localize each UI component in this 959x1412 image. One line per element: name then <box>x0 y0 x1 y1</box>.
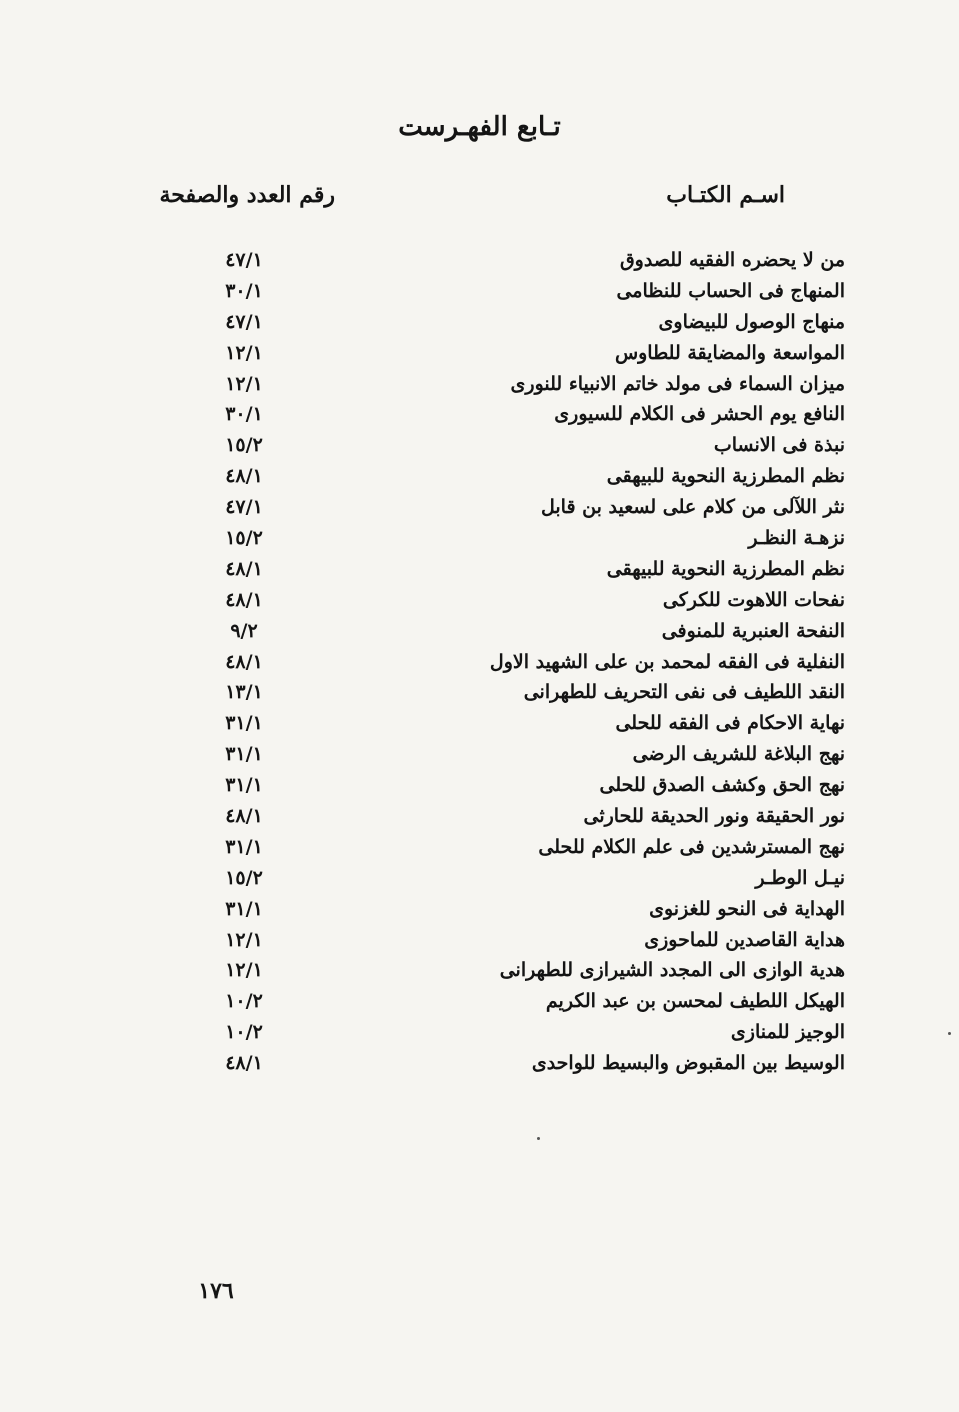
index-entry <box>150 833 845 864</box>
index-list <box>150 246 845 1080</box>
index-entry <box>150 1049 845 1080</box>
entry-ref: ٣١/١ <box>225 897 263 920</box>
book-name-header: اسـم الكتـاب <box>666 182 785 208</box>
entry-title: نبذة فى الانساب <box>713 434 845 457</box>
entry-title: من لا يحضره الفقيه للصدوق <box>619 249 845 271</box>
index-entry <box>150 493 845 524</box>
entry-title: نهج المسترشدين فى علم الكلام للحلى <box>538 835 845 858</box>
entry-ref: ٤٨/١ <box>225 1052 263 1075</box>
entry-title: نظم المطرزية النحوية للبيهقى <box>606 465 845 488</box>
entry-title: الوسيط بين المقبوض والبسيط للواحدى <box>531 1052 845 1075</box>
entry-ref: ٤٨/١ <box>225 588 263 611</box>
index-entry <box>150 462 845 493</box>
entry-ref: ٤٧/١ <box>225 496 263 519</box>
entry-ref: ١٢/١ <box>225 959 263 982</box>
index-entry <box>150 895 845 926</box>
index-entry <box>150 339 845 370</box>
index-entry <box>150 864 845 895</box>
entry-title: نزهـة النظـر <box>748 527 845 550</box>
index-entry <box>150 740 845 771</box>
entry-title: الوجيز للمنازى <box>730 1021 845 1044</box>
entry-ref: ١٠/٢ <box>225 1021 263 1044</box>
entry-ref: ١٥/٢ <box>225 434 263 457</box>
entry-ref: ١٢/١ <box>225 372 263 395</box>
entry-ref: ١٥/٢ <box>225 866 263 889</box>
entry-ref: ٣٠/١ <box>225 403 263 426</box>
index-entry <box>150 524 845 555</box>
entry-ref: ١٣/١ <box>225 681 263 704</box>
entry-title: النفحة العنبرية للمنوفى <box>661 619 845 642</box>
entry-ref: ٤٧/١ <box>225 249 263 271</box>
scan-speck <box>537 1137 540 1140</box>
entry-ref: ٤٨/١ <box>225 650 263 673</box>
entry-ref: ٩/٢ <box>230 619 258 642</box>
entry-title: نظم المطرزية النحوية للبيهقى <box>606 557 845 580</box>
entry-ref: ١٥/٢ <box>225 527 263 550</box>
entry-title: النقد اللطيف فى نفى التحريف للطهرانى <box>523 681 845 704</box>
index-entry <box>150 431 845 462</box>
page-number: ١٧٦ <box>198 1278 234 1304</box>
entry-title: نثر اللآلى من كلام على لسعيد بن قابل <box>541 496 845 519</box>
index-entry <box>150 555 845 586</box>
index-entry <box>150 802 845 833</box>
entry-ref: ١٢/١ <box>225 341 263 364</box>
index-entry <box>150 648 845 679</box>
entry-title: نهج البلاغة للشريف الرضى <box>632 743 845 766</box>
entry-ref: ٣٠/١ <box>225 279 263 302</box>
entry-ref: ٤٧/١ <box>225 310 263 333</box>
entry-title: المنهاج فى الحساب للنظامى <box>616 279 845 302</box>
page-title: تـابع الفهـرست <box>398 112 561 142</box>
entry-title: النفلية فى الفقه لمحمد بن على الشهيد الاول <box>489 650 845 673</box>
entry-title: نهاية الاحكام فى الفقه للحلى <box>615 712 845 735</box>
scan-speck <box>948 1032 951 1035</box>
index-entry <box>150 617 845 648</box>
entry-title: ميزان السماء فى مولد خاتم الانبياء للنورى <box>510 372 845 395</box>
entry-ref: ٣١/١ <box>225 835 263 858</box>
entry-ref: ١٠/٢ <box>225 990 263 1013</box>
index-entry <box>150 926 845 957</box>
entry-title: نهج الحق وكشف الصدق للحلى <box>599 774 845 797</box>
entry-ref: ٣١/١ <box>225 774 263 797</box>
index-entry <box>150 678 845 709</box>
entry-ref: ٤٨/١ <box>225 805 263 828</box>
index-entry <box>150 370 845 401</box>
index-entry <box>150 987 845 1018</box>
issue-page-header: رقم العدد والصفحة <box>159 182 335 208</box>
entry-title: نور الحقيقة ونور الحديقة للحارثى <box>583 805 845 828</box>
index-entry <box>150 400 845 431</box>
index-entry <box>150 709 845 740</box>
entry-ref: ١٢/١ <box>225 928 263 951</box>
entry-title: الهيكل اللطيف لمحسن بن عبد الكريم <box>545 990 845 1013</box>
entry-title: منهاج الوصول للبيضاوى <box>658 310 845 333</box>
entry-title: هداية القاصدين للماحوزى <box>644 928 845 951</box>
index-entry <box>150 956 845 987</box>
entry-title: نيـل الوطـر <box>755 866 845 889</box>
entry-title: الهداية فى النحو للغزنوى <box>649 897 845 920</box>
entry-title: المواسعة والمضايقة للطاوس <box>614 341 845 364</box>
index-entry <box>150 771 845 802</box>
entry-title: النافع يوم الحشر فى الكلام للسيورى <box>554 403 845 426</box>
entry-ref: ٤٨/١ <box>225 465 263 488</box>
entry-ref: ٣١/١ <box>225 743 263 766</box>
index-entry <box>150 246 845 277</box>
index-entry <box>150 586 845 617</box>
entry-title: نفحات اللاهوت للكركى <box>662 588 845 611</box>
index-entry <box>150 1018 845 1049</box>
entry-ref: ٤٨/١ <box>225 557 263 580</box>
index-entry <box>150 308 845 339</box>
index-entry <box>150 277 845 308</box>
entry-ref: ٣١/١ <box>225 712 263 735</box>
entry-title: هدية الوازى الى المجدد الشيرازى للطهرانى <box>499 959 845 982</box>
